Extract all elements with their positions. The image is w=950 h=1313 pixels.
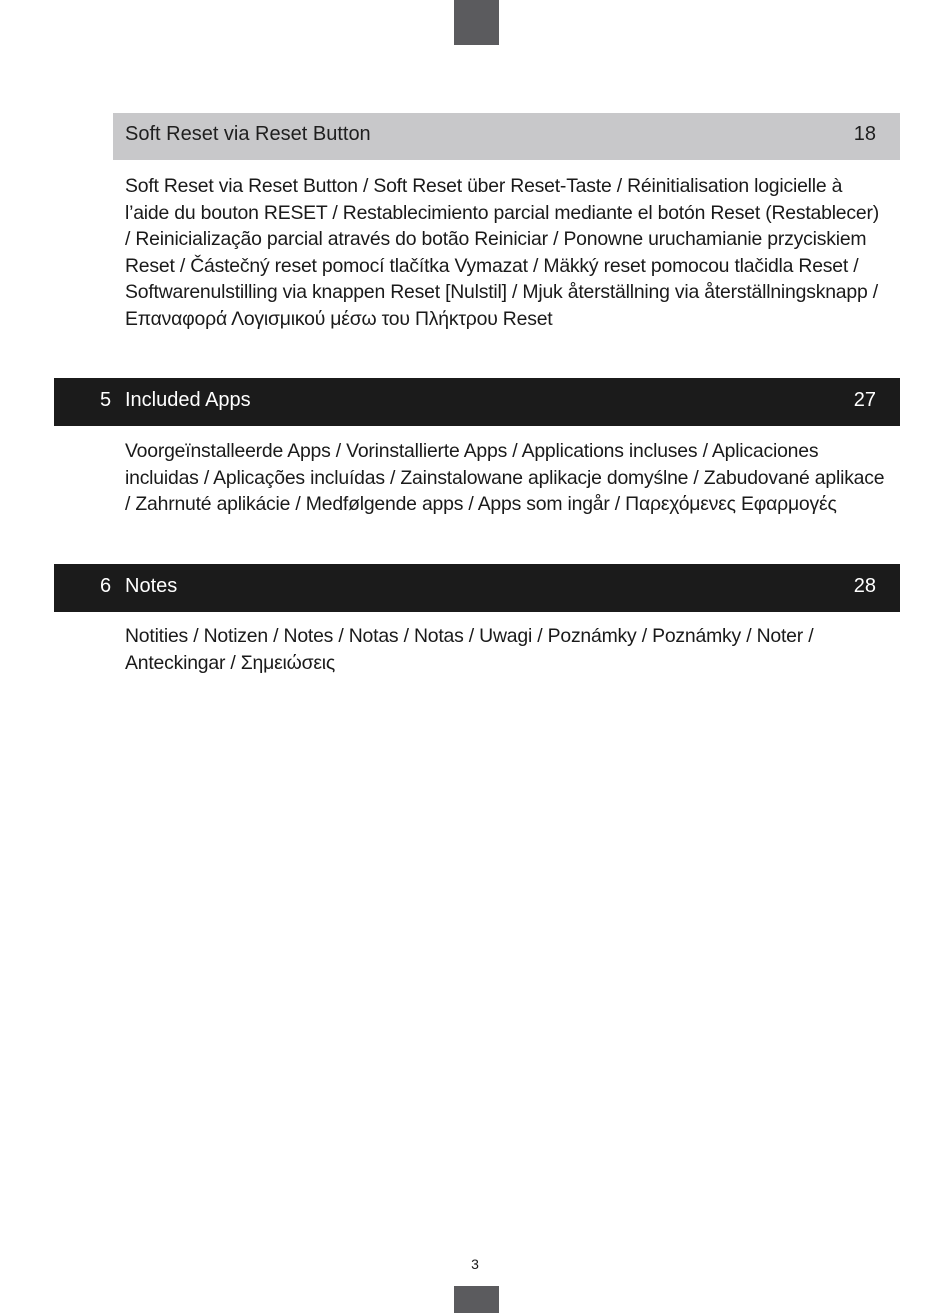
toc-subentry-title: Soft Reset via Reset Button	[125, 123, 371, 145]
soft-reset-translations: Soft Reset via Reset Button / Soft Reset über Reset-Taste / Réinitialisation logicielle à l’aide du bouton RESET / Restablecimiento parcial mediante el botón Reset (Restablecer) / Reinicialização parcial através do botão Reiniciar / Ponowne uruchamianie przyciskiem Reset / Částečný reset pomocí tlačítka Vymazat / Mäkký reset pomocou tlačidla Reset / Softwarenulstilling via knappen Reset [Nulstil] / Mjuk återställning via återställningsknapp / Επαναφορά Λογισμικού μέσω του Πλήκτρου Reset	[125, 175, 879, 330]
page-number: 3	[471, 1256, 479, 1272]
section-page: 27	[853, 389, 876, 411]
section-number: 6	[100, 575, 112, 597]
section-page: 28	[853, 575, 876, 597]
included-apps-translations: Voorgeïnstalleerde Apps / Vorinstallierte Apps / Applications incluses / Aplicaciones incluidas / Aplicações incluídas / Zainstalowane aplikacje domyślne / Zabudované aplikace / Zahrnuté aplikácie / Medfølgende apps / Apps som ingår / Παρεχόμενες Εφαρμογές	[125, 440, 885, 515]
section-title: Included Apps	[125, 389, 251, 411]
toc-section-included-apps[interactable]	[54, 378, 900, 426]
section-title: Notes	[125, 575, 178, 597]
toc-subentry-page: 18	[853, 123, 876, 145]
section-number: 5	[100, 389, 112, 411]
top-tab-marker	[454, 0, 499, 45]
toc-section-notes[interactable]	[54, 564, 900, 612]
toc-subentry-soft-reset[interactable]	[113, 113, 900, 160]
notes-translations: Notities / Notizen / Notes / Notas / Notas / Uwagi / Poznámky / Poznámky / Noter / Anteckingar / Σημειώσεις	[125, 625, 814, 674]
bottom-tab-marker	[454, 1286, 499, 1313]
